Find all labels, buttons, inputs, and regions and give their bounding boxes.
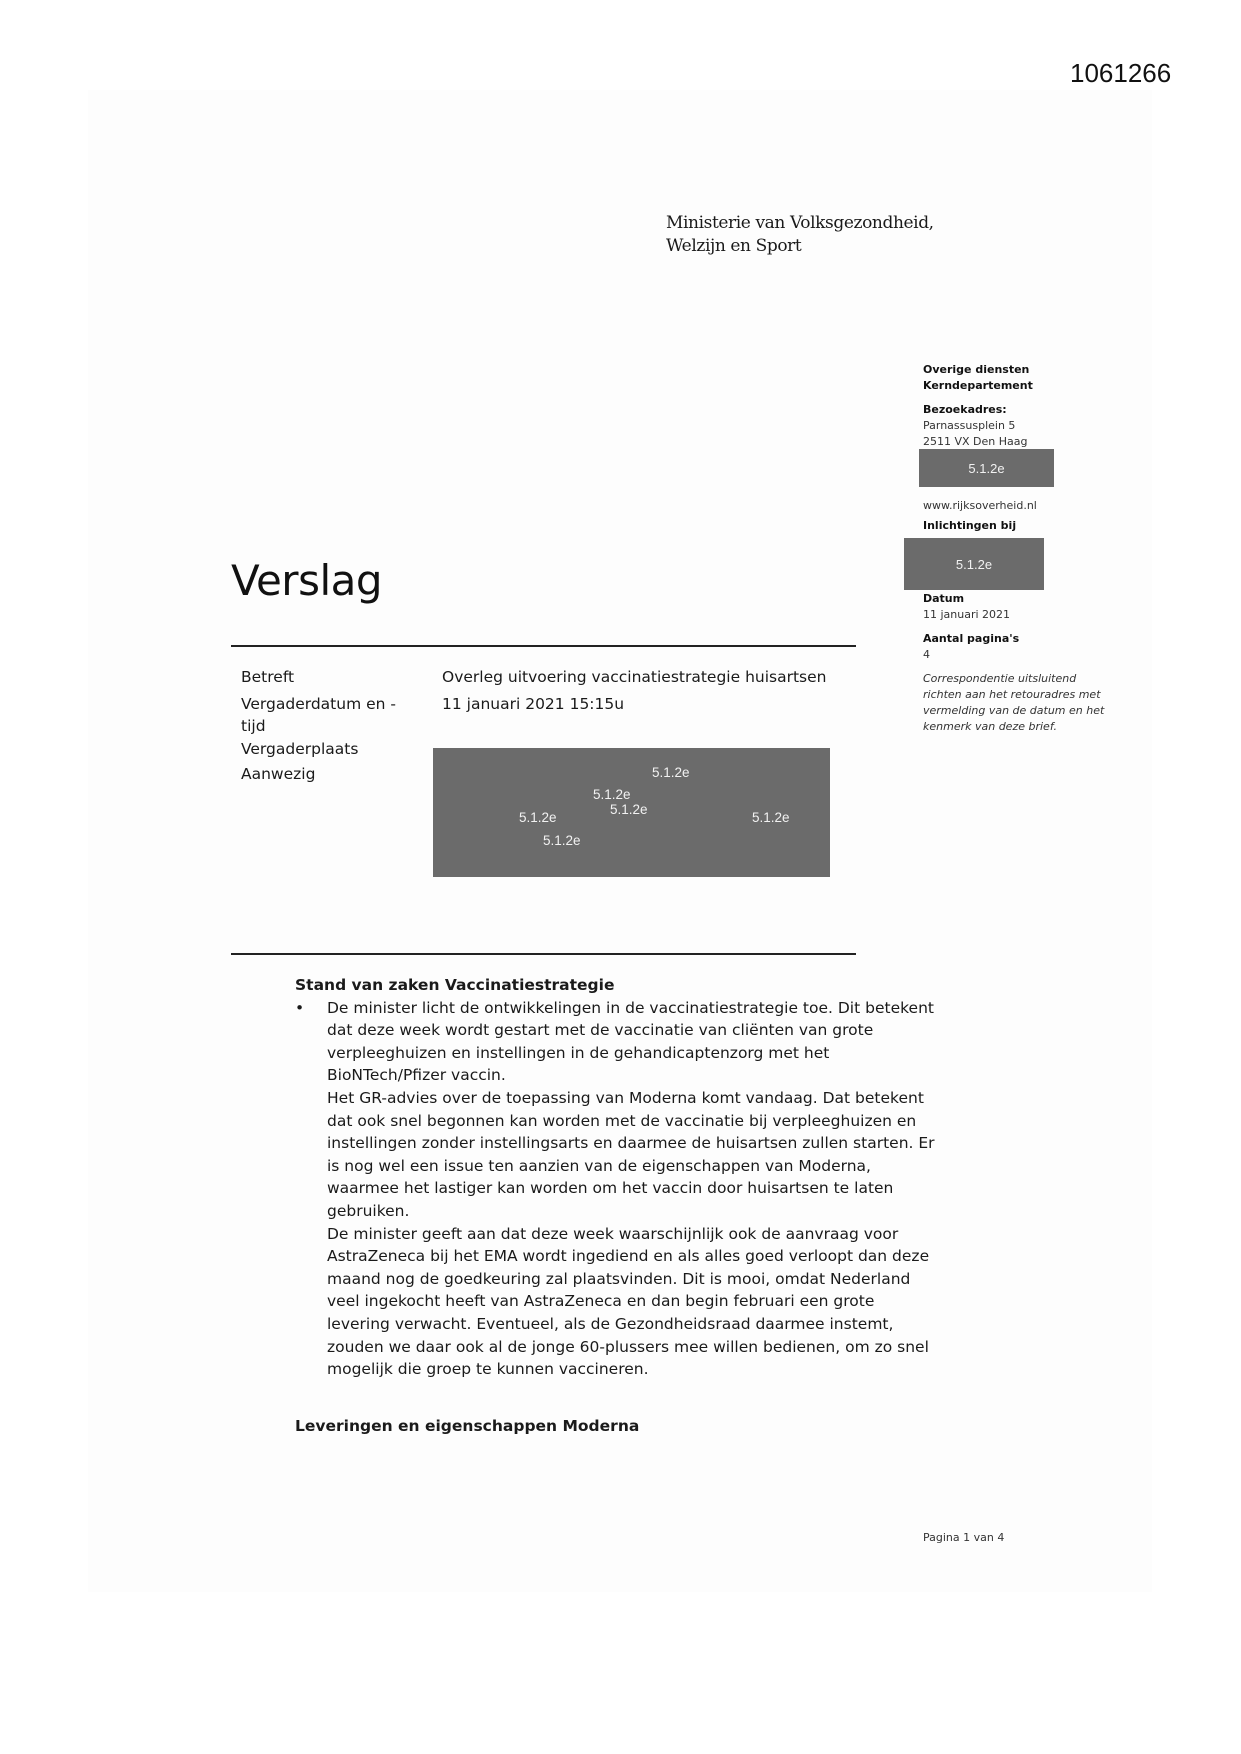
meta-value-datetime: 11 januari 2021 15:15u: [442, 694, 625, 713]
paragraph: Het GR-advies over de toepassing van Moderna komt vandaag. Dat betekent dat ook snel begonnen kan worden met de vaccinatie bij verpleeghuizen en instellingen zonder instellingsarts en daarmee de huisartsen zullen starten. Er is nog wel een issue ten aanzien van de eigenschappen van Moderna, waarmee het lastiger kan worden om het vaccin door huisartsen te laten gebruiken.: [327, 1088, 935, 1220]
section-heading: Leveringen en eigenschappen Moderna: [295, 1416, 640, 1435]
visit-address-label: Bezoekadres:: [923, 403, 1007, 416]
redaction-label: 5.1.2e: [543, 833, 581, 848]
meta-labels: [241, 666, 431, 786]
section-heading: Stand van zaken Vaccinatiestrategie: [295, 976, 615, 994]
meta-values: [442, 666, 862, 715]
redaction-label: 5.1.2e: [593, 787, 631, 802]
correspondence-note: Correspondentie uitsluitend richten aan het retouradres met vermelding van de datum en het kenmerk van deze brief.: [923, 672, 1105, 733]
page-title: Verslag: [231, 556, 383, 605]
ministry-letterhead: [666, 212, 934, 258]
visit-address-city: 2511 VX Den Haag: [923, 435, 1028, 448]
redaction-block-attendees: [433, 748, 830, 877]
paragraph: De minister geeft aan dat deze week waarschijnlijk ook de aanvraag voor AstraZeneca bij het EMA wordt ingediend en als alles goed verloopt dan deze maand nog de goedkeuring zal plaatsvinden. Dit is mooi, omdat Nederland veel ingekocht heeft van AstraZeneca en dan begin februari een grote levering verwacht. Eventueel, als de Gezondheidsraad daarmee instemt, zouden we daar ook al de jonge 60-plussers mee willen bedienen, om zo snel mogelijk die groep te kunnen vaccineren.: [327, 1224, 930, 1379]
department-line-1: Overige diensten: [923, 363, 1030, 376]
website-link[interactable]: www.rijksoverheid.nl: [923, 499, 1037, 512]
meta-label-subject: Betreft: [241, 668, 295, 686]
paragraph: De minister licht de ontwikkelingen in de vaccinatiestrategie toe. Dit betekent dat deze week wordt gestart met de vaccinatie van cliënten van grote verpleeghuizen en instellingen in de gehandicaptenzorg met het BioNTech/Pfizer vaccin.: [327, 998, 934, 1085]
meta-value-subject: Overleg uitvoering vaccinatiestrategie huisartsen: [442, 668, 827, 686]
redaction-block-contact: 5.1.2e: [904, 538, 1044, 590]
info-label: Inlichtingen bij: [923, 519, 1017, 532]
redaction-label: 5.1.2e: [519, 810, 557, 825]
redaction-block-address: 5.1.2e: [919, 449, 1054, 487]
bullet-icon: •: [295, 998, 305, 1017]
document-number: 1061266: [1070, 58, 1172, 88]
bullet-item: [295, 997, 935, 1381]
date-value: 11 januari 2021: [923, 608, 1011, 621]
date-label: Datum: [923, 592, 965, 605]
colophon-sidebar-bottom: [923, 591, 1123, 735]
meta-label-attendees: Aanwezig: [241, 765, 316, 783]
pages-value: 4: [923, 648, 930, 661]
redaction-label: 5.1.2e: [752, 810, 790, 825]
colophon-sidebar-lower: [923, 498, 1123, 534]
meta-label-location: Vergaderplaats: [241, 739, 359, 758]
top-divider: [231, 645, 856, 647]
bottom-divider: [231, 953, 856, 955]
redaction-label: 5.1.2e: [610, 802, 648, 817]
pages-label: Aantal pagina's: [923, 632, 1020, 645]
visit-address-street: Parnassusplein 5: [923, 419, 1016, 432]
colophon-sidebar: [923, 362, 1123, 450]
meta-label-datetime: Vergaderdatum en -tijd: [241, 694, 396, 735]
department-line-2: Kerndepartement: [923, 379, 1033, 392]
letterhead-line-2: Welzijn en Sport: [666, 236, 802, 256]
page-indicator: Pagina 1 van 4: [923, 1531, 1005, 1544]
minutes-body: [295, 974, 935, 1437]
letterhead-line-1: Ministerie van Volksgezondheid,: [666, 213, 934, 233]
redaction-label: 5.1.2e: [652, 765, 690, 780]
